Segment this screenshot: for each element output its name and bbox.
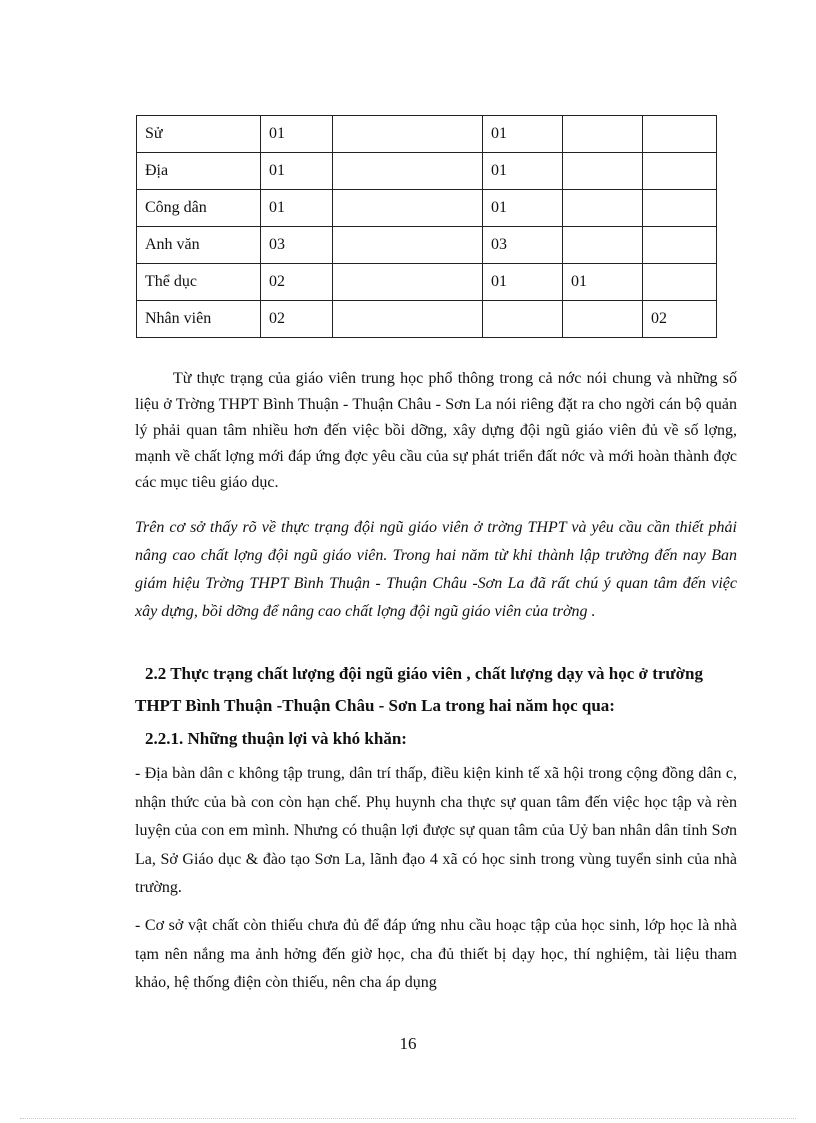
table-row	[137, 116, 717, 153]
table-cell: 01	[261, 190, 333, 227]
page-number: 16	[399, 1034, 417, 1053]
table-cell: Thể dục	[137, 264, 261, 301]
paragraph-italic	[135, 514, 737, 626]
heading-2-2-block	[135, 658, 737, 722]
heading-2-2-1: 2.2.1. Những thuận lợi và khó khăn:	[145, 729, 407, 748]
table-cell: 01	[483, 190, 563, 227]
heading-2-2: 2.2 Thực trạng chất lượng đội ngũ giáo viên , chất lượng dạy và học ở trường THPT Bình Thuận -Thuận Châu - Sơn La trong hai năm học qua:	[135, 664, 703, 715]
table-cell	[563, 153, 643, 190]
table-cell: 01	[483, 116, 563, 153]
table-cell	[333, 227, 483, 264]
table-cell: Sử	[137, 116, 261, 153]
table-row	[137, 153, 717, 190]
table-cell: Anh văn	[137, 227, 261, 264]
table-cell	[563, 116, 643, 153]
table-cell	[333, 116, 483, 153]
paragraph-text: Từ thực trạng của giáo viên trung học phổ thông trong cả nớc nói chung và những số liệu ở Trờng THPT Bình Thuận - Thuận Châu - Sơn La nói riêng đặt ra cho ngời cán bộ quản lý phải quan tâm nhiều hơn đến việc bồi dỡng, xây dựng đội ngũ giáo viên đủ về số lợng, mạnh về chất lợng mới đáp ứng đợc yêu cầu của sự phát triển đất nớc và mới hoàn thành đợc các mục tiêu giáo dục.	[135, 370, 737, 491]
table-cell: 03	[483, 227, 563, 264]
table-cell: 01	[261, 116, 333, 153]
table-row	[137, 227, 717, 264]
table-cell: 01	[563, 264, 643, 301]
table-cell: 01	[261, 153, 333, 190]
table-cell	[333, 190, 483, 227]
table-row	[137, 301, 717, 338]
table-body	[137, 116, 717, 338]
footer-divider	[20, 1118, 796, 1119]
table-cell	[643, 264, 717, 301]
paragraph-facilities	[135, 912, 737, 998]
table-cell: Địa	[137, 153, 261, 190]
table-cell: Công dân	[137, 190, 261, 227]
staff-table	[136, 115, 717, 338]
table-row	[137, 190, 717, 227]
table-cell	[563, 190, 643, 227]
table-cell	[333, 301, 483, 338]
italic-text: Trên cơ sở thấy rõ về thực trạng đội ngũ giáo viên ở trờng THPT và yêu cầu cần thiết phải nâng cao chất lợng đội ngũ giáo viên. Trong hai năm từ khi thành lập trường đến nay Ban giám hiệu Trờng THPT Bình Thuận - Thuận Châu -Sơn La đã rất chú ý quan tâm đến việc xây dựng, bồi dỡng để nâng cao chất lợng đội ngũ giáo viên của trờng .	[135, 519, 737, 620]
table-cell: 01	[483, 264, 563, 301]
heading-2-2-1-block	[135, 723, 737, 755]
table-cell: Nhân viên	[137, 301, 261, 338]
table-cell: 02	[643, 301, 717, 338]
table-cell	[333, 264, 483, 301]
table-cell	[333, 153, 483, 190]
table-cell	[643, 153, 717, 190]
paragraph-text: - Địa bàn dân c không tập trung, dân trí thấp, điều kiện kinh tế xã hội trong cộng đồng dân c, nhận thức của bà con còn hạn chế. Phụ huynh cha thực sự quan tâm đến việc học tập và rèn luyện của con em mình. Nhưng có thuận lợi được sự quan tâm của Uỷ ban nhân dân tỉnh Sơn La, Sở Giáo dục & đào tạo Sơn La, lãnh đạo 4 xã có học sinh trong vùng tuyển sinh của nhà trường.	[135, 765, 737, 896]
table-cell	[563, 301, 643, 338]
table-cell	[483, 301, 563, 338]
table-cell: 03	[261, 227, 333, 264]
table-cell	[643, 227, 717, 264]
table-cell	[643, 190, 717, 227]
table-cell	[643, 116, 717, 153]
table-row	[137, 264, 717, 301]
table-cell: 02	[261, 264, 333, 301]
table-cell: 01	[483, 153, 563, 190]
table-cell	[563, 227, 643, 264]
paragraph-difficulties	[135, 760, 737, 903]
paragraph-current-status	[135, 366, 737, 496]
paragraph-text: - Cơ sở vật chất còn thiếu chưa đủ để đáp ứng nhu cầu hoạc tập của học sinh, lớp học là nhà tạm nên nắng ma ảnh hởng đến giờ học, cha đủ thiết bị dạy học, thí nghiệm, tài liệu tham khảo, hệ thống điện còn thiếu, nên cha áp dụng	[135, 917, 737, 991]
table-cell: 02	[261, 301, 333, 338]
